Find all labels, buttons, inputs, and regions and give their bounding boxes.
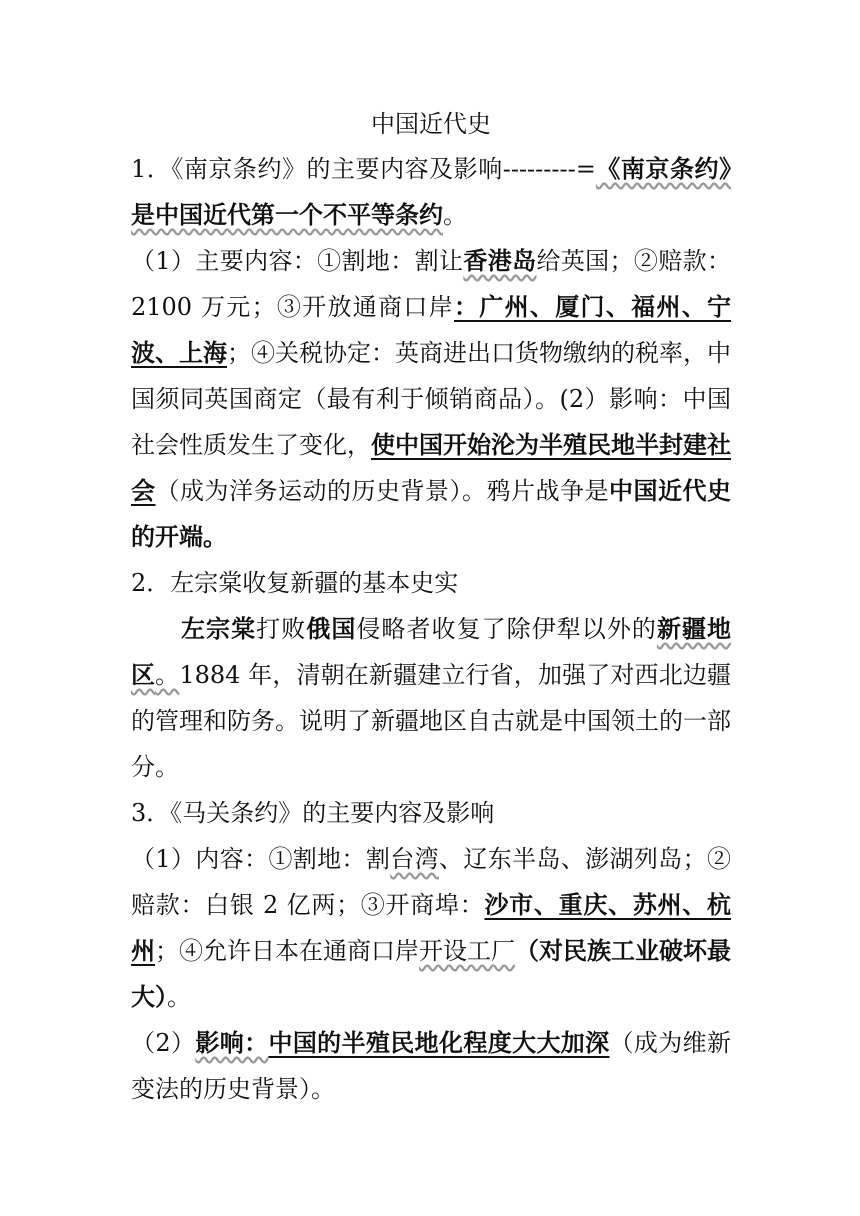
text: 侵略者收复了除伊犁以外的	[356, 615, 657, 643]
hong-kong-term: 香港岛	[463, 246, 537, 275]
text: ；④允许日本在通商口岸	[155, 937, 419, 965]
text: 1884 年，清朝在新疆建立行省，加强了对西北边疆的管理和防务。说明了新疆地区自古就是中国领土的一部分。	[131, 661, 732, 781]
text: 。	[167, 983, 191, 1011]
ports-term: 沙市、重庆、苏州、杭州	[131, 890, 732, 965]
russia-term: 俄国	[306, 614, 357, 643]
section-2-body	[131, 606, 731, 790]
text: 给英国；②赔款：2100 万元；③开放通商口岸	[131, 247, 731, 321]
section-1-body	[131, 238, 731, 560]
period: 。	[443, 201, 467, 229]
section-3-content	[131, 836, 731, 1020]
impact-term: 使中国开始沦为半殖民地半封建社会	[131, 430, 731, 505]
impact-term: 中国的半殖民地化程度大大加深	[268, 1028, 610, 1057]
damage-term: （对民族工业破坏最大）	[131, 936, 731, 1011]
text: （1）主要内容：①割地：割让	[131, 247, 464, 275]
period: 。	[155, 661, 180, 689]
start-term: 中国近代史的开端。	[131, 476, 731, 551]
taiwan-term: 台湾	[390, 845, 439, 873]
ports-term: ：广州、厦门、福州、宁波、上海	[131, 292, 731, 367]
section-2-heading: 2．左宗棠收复新疆的基本史实	[131, 569, 459, 597]
xinjiang-term: 新疆地区	[131, 614, 732, 689]
text: （1）内容：①割地：割	[131, 845, 391, 873]
text: 打败	[256, 615, 307, 643]
treaty-emphasis: 《南京条约》是中国近代第一个不平等条约	[131, 154, 731, 229]
text: ；④关税协定：英商进出口货物缴纳的税率，中国须同英国商定（最有利于倾销商品）。(2）影响：中国社会性质发生了变化，	[131, 339, 731, 459]
heading-text: 1．《南京条约》的主要内容及影响---------=	[131, 155, 596, 183]
section-1-heading	[131, 146, 731, 238]
text: 、辽东半岛、澎湖列岛；②赔款：白银 2 亿两；③开商埠：	[131, 845, 731, 919]
document-title: 中国近代史	[371, 110, 491, 138]
impact-label: 影响：	[195, 1028, 269, 1057]
factory-term: 开设工厂	[419, 937, 515, 965]
zuo-term: 左宗棠	[181, 614, 257, 643]
section-3-impact	[131, 1020, 731, 1112]
text: （成为维新变法的历史背景）。	[131, 1029, 731, 1103]
document-page	[131, 108, 731, 1112]
text: （2）	[131, 1029, 196, 1057]
text: （成为洋务运动的历史背景）。鸦片战争是	[155, 477, 609, 505]
section-3-heading: 3．《马关条约》的主要内容及影响	[131, 799, 495, 827]
